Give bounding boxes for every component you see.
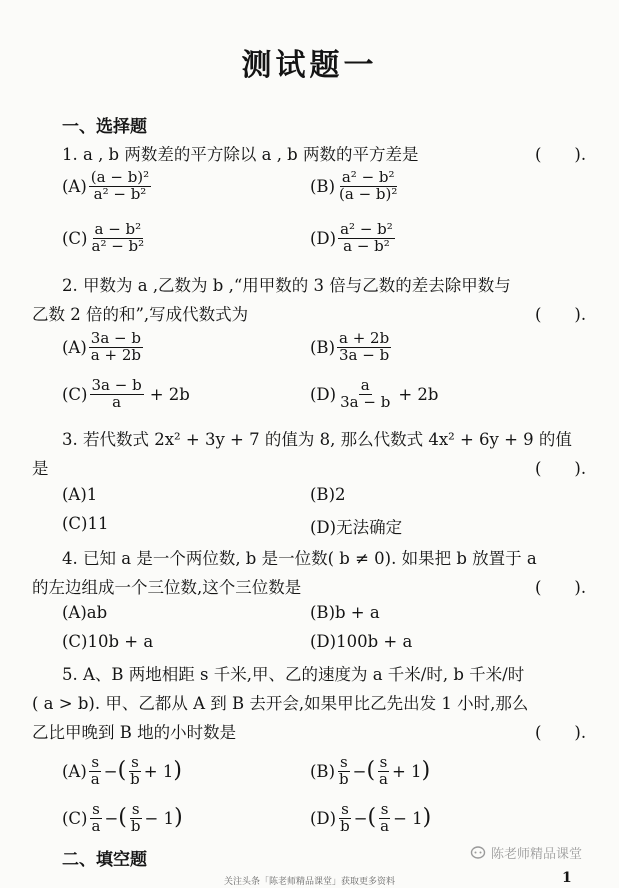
numerator: s xyxy=(91,753,100,771)
question-4-line-1: 4. 已知 a 是一个两位数, b 是一位数( b ≠ 0). 如果把 b 放置于 a xyxy=(62,549,537,568)
denominator: a xyxy=(91,816,101,835)
q3-option-c: (C)11 xyxy=(62,514,109,533)
question-1-stem: 1. a , b 两数差的平方除以 a , b 两数的平方差是 xyxy=(62,145,419,164)
denominator: a + 2b xyxy=(90,345,141,364)
fraction xyxy=(337,170,399,203)
option-label: (A) xyxy=(62,337,87,357)
answer-bracket: ( ). xyxy=(535,459,587,478)
close-paren: ) xyxy=(422,805,432,831)
denominator: 3a − b xyxy=(339,345,390,364)
option-label: (D) xyxy=(310,808,337,828)
denominator: a xyxy=(380,816,390,835)
option-label: (C) xyxy=(62,384,88,404)
fraction xyxy=(337,755,351,788)
watermark xyxy=(470,843,582,862)
option-label: (B) xyxy=(310,176,335,196)
answer-bracket: ( ). xyxy=(535,305,587,324)
minus-sign: − xyxy=(352,761,367,781)
denominator: a − b² xyxy=(343,236,390,255)
numerator: s xyxy=(131,753,139,771)
q5-option-b xyxy=(310,755,430,788)
question-5-line-1: 5. A、B 两地相距 s 千米,甲、乙的速度为 a 千米/时, b 千米/时 xyxy=(62,665,525,684)
option-tail: + 1 xyxy=(143,761,174,781)
option-tail: + 2b xyxy=(398,384,439,404)
close-paren: ) xyxy=(173,758,182,784)
q2-option-a xyxy=(62,331,145,364)
minus-sign: − xyxy=(103,761,118,781)
q5-option-d xyxy=(310,802,431,835)
option-label: (A) xyxy=(62,761,87,781)
denominator: (a − b)² xyxy=(339,184,398,203)
option-label: (D) xyxy=(310,384,337,404)
q3-option-b: (B)2 xyxy=(310,485,346,504)
q4-option-c: (C)10b + a xyxy=(62,632,154,651)
q5-option-a xyxy=(62,755,182,788)
question-5-line-2: ( a > b). 甲、乙都从 A 到 B 去开会,如果甲比乙先出发 1 小时,那么 xyxy=(32,694,529,713)
fraction xyxy=(89,331,143,364)
denominator: a xyxy=(112,392,122,411)
footer-note: 关注头条「陈老师精品课堂」获取更多资料 xyxy=(223,877,395,887)
denominator: b xyxy=(130,816,141,835)
answer-bracket: ( ). xyxy=(535,145,587,164)
fraction xyxy=(338,222,395,255)
fraction xyxy=(378,802,391,835)
section-heading-fill-blank: 二、填空题 xyxy=(62,850,147,870)
numerator: 3a − b xyxy=(90,329,141,347)
denominator: b xyxy=(340,816,350,835)
close-paren: ) xyxy=(421,758,431,784)
denominator: b xyxy=(130,769,140,788)
fraction xyxy=(90,378,144,411)
open-paren: ( xyxy=(117,758,127,784)
numerator: 3a − b xyxy=(91,376,142,394)
option-label: (C) xyxy=(62,808,88,828)
question-4-line-2: 的左边组成一个三位数,这个三位数是 xyxy=(32,578,302,597)
q4-option-b: (B)b + a xyxy=(310,603,380,622)
q3-option-d: (D)无法确定 xyxy=(310,518,403,537)
numerator: s xyxy=(339,753,348,771)
numerator: (a − b)² xyxy=(90,168,150,186)
open-paren: ( xyxy=(118,805,127,831)
minus-sign: − xyxy=(104,808,119,828)
numerator: s xyxy=(92,800,100,818)
numerator: a² − b² xyxy=(340,220,393,238)
q1-option-c xyxy=(62,222,148,255)
q2-option-b xyxy=(310,331,393,364)
option-label: (C) xyxy=(62,228,88,248)
numerator: s xyxy=(341,800,349,818)
open-paren: ( xyxy=(367,805,377,831)
q2-option-d xyxy=(310,378,438,411)
question-5-line-3: 乙比甲晚到 B 地的小时数是 xyxy=(32,723,237,742)
option-tail: − 1 xyxy=(393,808,423,828)
option-tail: + 2b xyxy=(149,384,190,404)
page-number: 1 xyxy=(562,870,572,886)
page-title: 测试题一 xyxy=(241,48,378,83)
denominator: b xyxy=(339,769,349,788)
question-3-line-2: 是 xyxy=(32,459,49,478)
fraction xyxy=(90,802,103,835)
fraction xyxy=(90,222,147,255)
option-tail: + 1 xyxy=(391,761,422,781)
question-2-line-2: 乙数 2 倍的和”,写成代数式为 xyxy=(32,305,249,324)
question-3-line-1: 3. 若代数式 2x² + 3y + 7 的值为 8, 那么代数式 4x² + 6y + 9 的值 xyxy=(62,430,572,449)
question-2-line-1: 2. 甲数为 a ,乙数为 b ,“用甲数的 3 倍与乙数的差去除甲数与 xyxy=(62,276,511,295)
q4-option-d: (D)100b + a xyxy=(310,632,413,651)
close-paren: ) xyxy=(174,805,183,831)
option-label: (B) xyxy=(310,337,335,357)
numerator: a xyxy=(360,376,370,394)
fraction xyxy=(337,331,391,364)
numerator: s xyxy=(380,800,389,818)
minus-sign: − xyxy=(353,808,368,828)
option-tail: − 1 xyxy=(144,808,175,828)
option-label: (D) xyxy=(310,228,337,248)
q2-option-c xyxy=(62,378,190,411)
numerator: a² − b² xyxy=(341,168,395,186)
fraction xyxy=(338,378,392,411)
option-label: (B) xyxy=(310,761,335,781)
q4-option-a: (A)ab xyxy=(62,603,108,622)
watermark-text: 陈老师精品课堂 xyxy=(491,847,583,862)
fraction xyxy=(89,755,102,788)
numerator: a + 2b xyxy=(339,329,390,347)
numerator: a − b² xyxy=(94,220,142,238)
q5-option-c xyxy=(62,802,183,835)
denominator: a² − b² xyxy=(91,236,145,255)
numerator: s xyxy=(131,800,140,818)
denominator: a² − b² xyxy=(93,184,147,203)
answer-bracket: ( ). xyxy=(535,578,587,597)
answer-bracket: ( ). xyxy=(535,723,587,742)
open-paren: ( xyxy=(366,758,376,784)
fraction xyxy=(128,755,142,788)
fraction xyxy=(338,802,352,835)
fraction xyxy=(89,170,151,203)
q1-option-b xyxy=(310,170,401,203)
denominator: 3a − b xyxy=(340,392,391,411)
denominator: a xyxy=(90,769,100,788)
q3-option-a: (A)1 xyxy=(62,485,98,504)
numerator: s xyxy=(379,753,388,771)
fraction xyxy=(377,755,390,788)
q1-option-a xyxy=(62,170,153,203)
option-label: (A) xyxy=(62,176,87,196)
denominator: a xyxy=(379,769,388,788)
section-heading-choice: 一、选择题 xyxy=(62,117,147,137)
fraction xyxy=(129,802,143,835)
q1-option-d xyxy=(310,222,397,255)
chat-bubble-icon xyxy=(470,845,486,861)
